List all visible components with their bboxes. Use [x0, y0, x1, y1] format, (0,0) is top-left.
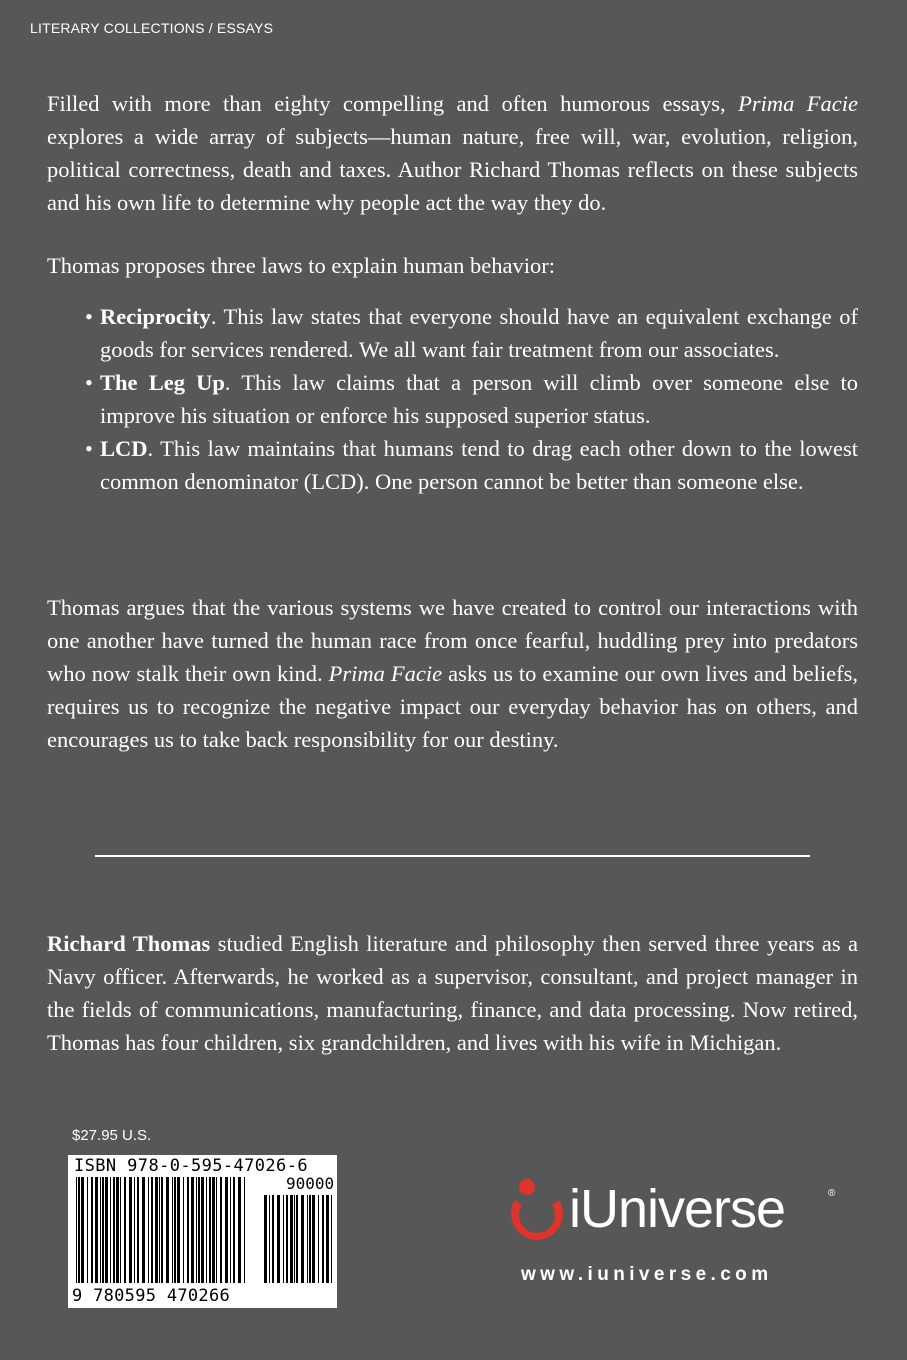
barcode-bar: [120, 1177, 121, 1283]
barcode-bar: [172, 1177, 173, 1283]
category-label: LITERARY COLLECTIONS / ESSAYS: [30, 20, 274, 36]
barcode-bar: [174, 1177, 176, 1283]
law-text: . This law maintains that humans tend to drag each other down to the lowest common denominator (LCD). One person cannot be better than someone else.: [100, 436, 858, 494]
barcode-bar: [230, 1177, 231, 1283]
barcode-bar: [216, 1177, 217, 1283]
publisher-name: iUniverse: [569, 1179, 786, 1239]
barcode-bar: [331, 1195, 332, 1283]
publisher-url: www.iuniverse.com: [521, 1264, 773, 1285]
barcode-bar: [91, 1177, 93, 1283]
barcode-bar: [95, 1177, 98, 1283]
barcode-bar: [137, 1177, 139, 1283]
bullet: •: [85, 304, 93, 329]
barcode-bar: [148, 1177, 149, 1283]
barcode-bar: [87, 1177, 88, 1283]
barcode-bar: [113, 1177, 115, 1283]
barcode-bar: [134, 1177, 135, 1283]
law-text: . This law claims that a person will climb over someone else to improve his situation or enforce his supposed superior status.: [100, 370, 859, 428]
barcode-bar: [272, 1195, 274, 1283]
barcode-bar: [183, 1177, 184, 1283]
bio-text: studied English literature and philosophy then served three years as a Navy officer. Afterwards, he worked as a supervisor, consultant, and project manager in the fields of communications, manufacturing, finance, and data processing. Now retired, Thomas has four children, six grandchildren, and lives with his wife in Michigan.: [47, 931, 858, 1055]
barcode-bar: [209, 1177, 211, 1283]
barcode-bar: [124, 1177, 126, 1283]
barcode-bar: [309, 1195, 311, 1283]
barcode-bar: [233, 1177, 235, 1283]
bullet: •: [85, 370, 93, 395]
addon-number: 90000: [286, 1174, 335, 1193]
barcode-bar: [312, 1195, 315, 1283]
book-title: Prima Facie: [328, 661, 443, 686]
author-name: Richard Thomas: [47, 931, 211, 956]
barcode-bar: [76, 1177, 77, 1283]
barcode-bar: [81, 1177, 84, 1283]
intro-text-a: Filled with more than eighty compelling and often humorous essays,: [47, 91, 739, 116]
law-text: . This law states that everyone should have an equivalent exchange of goods for services rendered. We all want fair treatment from our associates.: [100, 304, 858, 362]
divider: [95, 855, 810, 857]
barcode-bar: [283, 1195, 284, 1283]
law-item: [85, 366, 858, 432]
barcode-bar: [307, 1195, 308, 1283]
book-title: Prima Facie: [738, 91, 858, 116]
author-bio: [47, 927, 858, 1059]
barcode-bar: [116, 1177, 119, 1283]
barcode-bar: [225, 1177, 228, 1283]
barcode-bar: [166, 1177, 169, 1283]
barcode-bar: [264, 1195, 267, 1283]
barcode-bar: [296, 1195, 298, 1283]
barcode-bar: [290, 1195, 293, 1283]
isbn-barcode: [68, 1155, 337, 1308]
barcode-bar: [277, 1195, 280, 1283]
barcode-bar: [220, 1177, 222, 1283]
barcode-bar: [159, 1177, 160, 1283]
law-name: LCD: [100, 436, 148, 461]
registered-mark: ®: [828, 1188, 836, 1199]
bullet: •: [85, 436, 93, 461]
barcode-bar: [129, 1177, 132, 1283]
barcode-bar: [110, 1177, 111, 1283]
price: $27.95 U.S.: [72, 1127, 152, 1144]
barcode-bar: [102, 1177, 104, 1283]
intro-text-b: explores a wide array of subjects—human nature, free will, war, evolution, religion, political correctness, death and taxes. Author Richard Thomas reflects on these subjects and his own life to determine why people act the way they do.: [47, 124, 858, 215]
barcode-bar: [187, 1177, 189, 1283]
laws-intro-text: Thomas proposes three laws to explain human behavior:: [47, 253, 555, 278]
publisher-logo: [505, 1170, 835, 1290]
barcode-bar: [196, 1177, 197, 1283]
barcode-bar: [78, 1177, 80, 1283]
closing-text-a: Thomas argues that the various systems we have created to control our interactions with one another have turned the human race from once fearful, huddling prey into predators who now stalk their own kind.: [47, 595, 858, 686]
barcode-bar: [286, 1195, 288, 1283]
barcode-bar: [198, 1177, 200, 1283]
intro-paragraph: [47, 87, 858, 219]
barcode-bar: [191, 1177, 194, 1283]
law-name: Reciprocity: [100, 304, 211, 329]
barcode-bar: [206, 1177, 207, 1283]
barcode-bar: [244, 1177, 245, 1283]
law-name: The Leg Up: [100, 370, 225, 395]
barcode-bar: [269, 1195, 270, 1283]
barcode-bar: [212, 1177, 215, 1283]
barcode-bar: [322, 1195, 324, 1283]
laws-list: [85, 300, 858, 498]
barcode-bar: [142, 1177, 145, 1283]
barcode-bar: [177, 1177, 180, 1283]
barcode-bar: [161, 1177, 163, 1283]
closing-paragraph: [47, 591, 858, 756]
law-item: [85, 432, 858, 498]
barcode-bar: [105, 1177, 108, 1283]
barcode-bar: [201, 1177, 204, 1283]
isbn-label: ISBN 978-0-595-47026-6: [74, 1156, 308, 1176]
barcode-bar: [318, 1195, 319, 1283]
barcode-bar: [155, 1177, 158, 1283]
law-item: [85, 300, 858, 366]
barcode-bar: [238, 1177, 241, 1283]
barcode-bar: [301, 1195, 304, 1283]
barcode-bar: [151, 1177, 153, 1283]
iuniverse-mark-icon: [505, 1178, 569, 1268]
barcode-bar: [294, 1195, 295, 1283]
ean-number: 9 780595 470266: [72, 1286, 231, 1306]
closing-text-b: asks us to examine our own lives and beliefs, requires us to recognize the negative impact our everyday behavior has on others, and encourages us to take back responsibility for our destiny.: [47, 661, 859, 752]
barcode-bar: [326, 1195, 329, 1283]
barcode-bar: [100, 1177, 101, 1283]
laws-intro: [47, 249, 858, 282]
